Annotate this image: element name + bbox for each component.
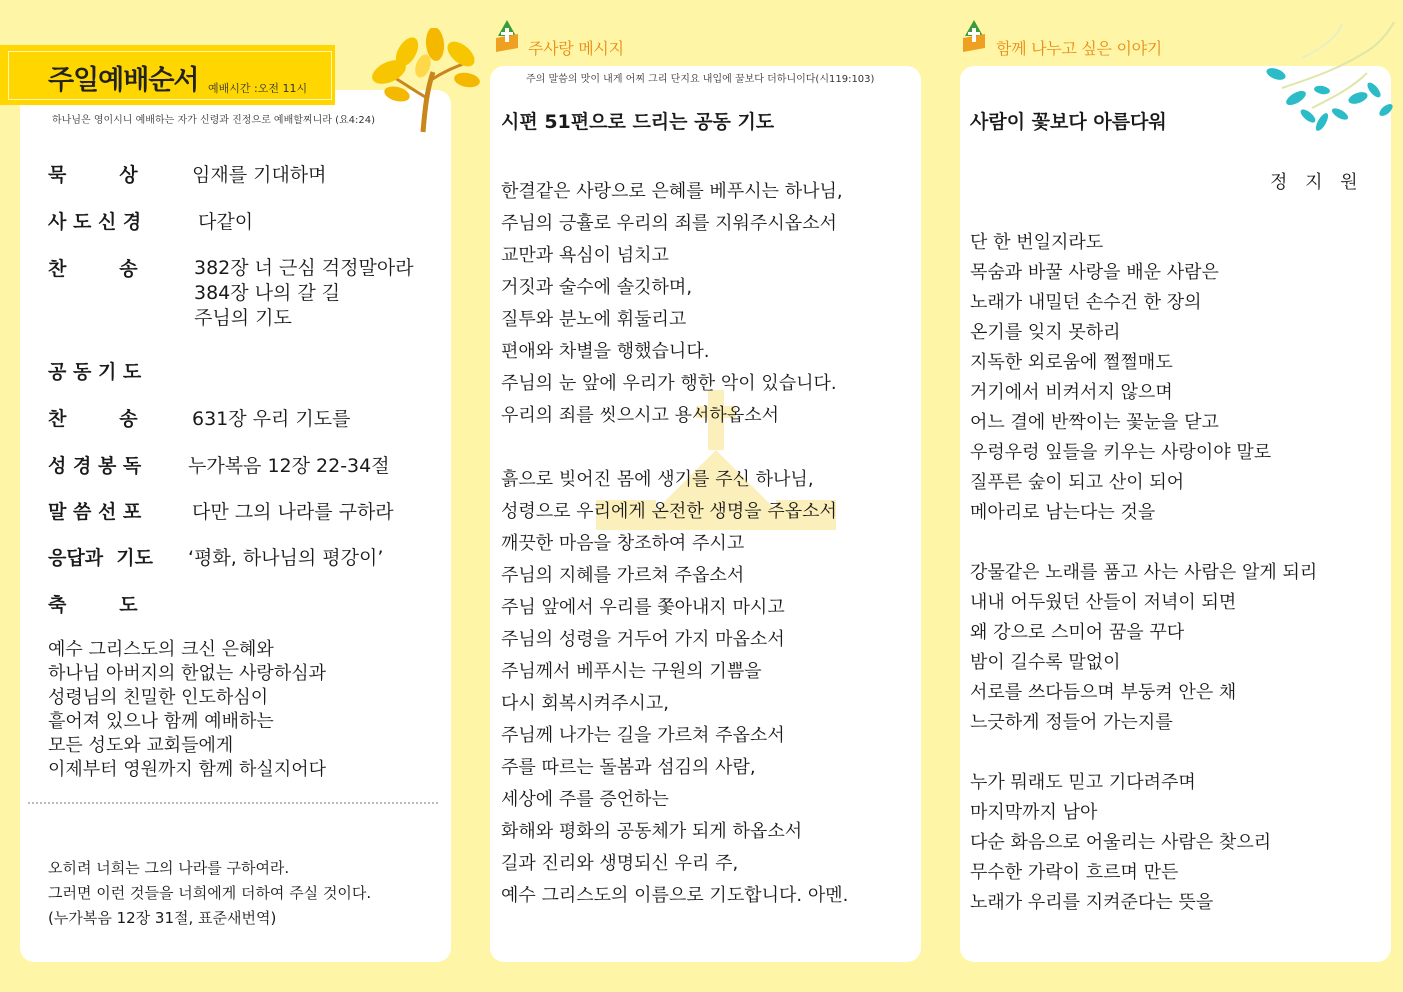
prayer-line: 한결같은 사랑으로 은혜를 베푸시는 하나님, bbox=[501, 181, 843, 202]
benediction-line: 성령님의 친밀한 인도하심이 bbox=[48, 687, 269, 708]
closing-verse bbox=[48, 856, 371, 931]
poem-line: 노래가 우리를 지켜준다는 뜻을 bbox=[970, 892, 1214, 913]
dotted-divider bbox=[28, 802, 438, 804]
prayer-line: 주님께서 베푸시는 구원의 기쁨을 bbox=[501, 661, 762, 682]
prayer-body bbox=[501, 176, 848, 912]
poem-line bbox=[970, 528, 1317, 558]
prayer-line bbox=[501, 432, 848, 464]
poem-line: 목숨과 바꿀 사랑을 배운 사람은 bbox=[970, 262, 1219, 283]
prayer-line: 주님의 성령을 거두어 가지 마옵소서 bbox=[501, 629, 785, 650]
order-value: 다같이 bbox=[192, 211, 254, 233]
order-label: 축 도 bbox=[48, 594, 138, 616]
prayer-line: 질투와 분노에 휘둘리고 bbox=[501, 309, 687, 330]
prayer-line: 화해와 평화의 공동체가 되게 하옵소서 bbox=[501, 821, 803, 842]
benediction-line: 이제부터 영원까지 함께 하실지어다 bbox=[48, 759, 326, 780]
order-value: 631장 우리 기도를 bbox=[192, 408, 351, 430]
prayer-line: 길과 진리와 생명되신 우리 주, bbox=[501, 853, 739, 874]
order-value: 다만 그의 나라를 구하라 bbox=[192, 501, 394, 523]
order-value: 주님의 기도 bbox=[194, 307, 292, 329]
prayer-line: 흙으로 빚어진 몸에 생기를 주신 하나님, bbox=[501, 469, 814, 490]
section-subtitle: 주의 말씀의 맛이 내게 어찌 그리 단지요 내입에 꿀보다 더하니이다(시119:103) bbox=[526, 74, 875, 85]
poem-line bbox=[970, 738, 1317, 768]
order-label: 묵 상 bbox=[48, 164, 138, 186]
order-label: 사 도 신 경 bbox=[48, 211, 142, 233]
benediction-line: 예수 그리스도의 크신 은혜와 bbox=[48, 639, 274, 660]
poem-line: 강물같은 노래를 품고 사는 사람은 알게 되리 bbox=[970, 562, 1318, 583]
prayer-line: 깨끗한 마음을 창조하여 주시고 bbox=[501, 533, 745, 554]
poem-line: 다순 화음으로 어울리는 사람은 찾으리 bbox=[970, 832, 1272, 853]
order-label: 찬 송 bbox=[48, 258, 138, 280]
order-value: 임재를 기대하며 bbox=[192, 164, 327, 186]
prayer-line: 다시 회복시켜주시고, bbox=[501, 693, 669, 714]
page-title: 주일예배순서 bbox=[48, 65, 199, 96]
order-value: 382장 너 근심 걱정말아라 bbox=[194, 257, 414, 279]
prayer-line: 주님께 나가는 길을 가르쳐 주옵소서 bbox=[501, 725, 785, 746]
worship-time: 예배시간 :오전 11시 bbox=[208, 82, 308, 95]
poem-line: 밤이 길수록 말없이 bbox=[970, 652, 1121, 673]
poem-line: 왜 강으로 스미어 꿈을 꾸다 bbox=[970, 622, 1185, 643]
yellow-tree-decoration bbox=[365, 28, 480, 133]
order-value: ‘평화, 하나님의 평강이’ bbox=[188, 547, 384, 569]
poem-line: 누가 뭐래도 믿고 기다려주며 bbox=[970, 772, 1196, 793]
prayer-line: 주님 앞에서 우리를 쫓아내지 마시고 bbox=[501, 597, 785, 618]
poem-line: 서로를 쓰다듬으며 부둥켜 안은 채 bbox=[970, 682, 1237, 703]
poem-line: 거기에서 비켜서지 않으며 bbox=[970, 382, 1173, 403]
poem-author: 정 지 원 bbox=[1270, 172, 1364, 193]
prayer-line: 주를 따르는 돌봄과 섬김의 사람, bbox=[501, 757, 756, 778]
header-verse: 하나님은 영이시니 예배하는 자가 신령과 진정으로 예배할찌니라 (요4:24) bbox=[52, 115, 375, 126]
poem-body bbox=[970, 228, 1317, 918]
prayer-line: 교만과 욕심이 넘치고 bbox=[501, 245, 669, 266]
prayer-line: 세상에 주를 증언하는 bbox=[501, 789, 669, 810]
poem-line: 메아리로 남는다는 것을 bbox=[970, 502, 1156, 523]
poem-line: 우렁우렁 잎들을 키우는 사랑이야 말로 bbox=[970, 442, 1272, 463]
benediction-line: 흩어져 있으나 함께 예배하는 bbox=[48, 711, 274, 732]
prayer-line: 예수 그리스도의 이름으로 기도합니다. 아멘. bbox=[501, 885, 849, 906]
poem-line: 무수한 가락이 흐르며 만든 bbox=[970, 862, 1179, 883]
section-title: 주사랑 메시지 bbox=[528, 39, 624, 58]
poem-line: 내내 어두웠던 산들이 저녁이 되면 bbox=[970, 592, 1237, 613]
poem-line: 단 한 번일지라도 bbox=[970, 232, 1104, 253]
poem-title: 사람이 꽃보다 아름다워 bbox=[970, 111, 1167, 133]
prayer-line: 주님의 눈 앞에 우리가 행한 악이 있습니다. bbox=[501, 373, 837, 394]
closing-line: 오히려 너희는 그의 나라를 구하여라. bbox=[48, 859, 290, 877]
poem-line: 지독한 외로움에 쩔쩔매도 bbox=[970, 352, 1173, 373]
benediction-line: 모든 성도와 교회들에게 bbox=[48, 735, 234, 756]
order-value: 누가복음 12장 22-34절 bbox=[188, 455, 390, 477]
prayer-line: 주님의 지혜를 가르쳐 주옵소서 bbox=[501, 565, 745, 586]
prayer-line: 우리의 죄를 씻으시고 용서하옵소서 bbox=[501, 405, 779, 426]
order-label: 말 씀 선 포 bbox=[48, 501, 142, 523]
section-title: 함께 나누고 싶은 이야기 bbox=[996, 39, 1162, 58]
prayer-line: 편애와 차별을 행했습니다. bbox=[501, 341, 710, 362]
prayer-title: 시편 51편으로 드리는 공동 기도 bbox=[501, 111, 775, 133]
benediction-line: 하나님 아버지의 한없는 사랑하심과 bbox=[48, 663, 326, 684]
teal-leaf-decoration bbox=[1262, 18, 1400, 140]
closing-line: 그러면 이런 것들을 너희에게 더하여 주실 것이다. bbox=[48, 884, 372, 902]
poem-line: 느긋하게 정들어 가는지를 bbox=[970, 712, 1173, 733]
order-label: 공 동 기 도 bbox=[48, 361, 142, 383]
order-value: 384장 나의 갈 길 bbox=[194, 282, 341, 304]
poem-line: 온기를 잊지 못하리 bbox=[970, 322, 1121, 343]
order-label: 찬 송 bbox=[48, 408, 138, 430]
cross-book-icon bbox=[961, 18, 987, 54]
order-label: 응답과 기도 bbox=[48, 547, 153, 569]
prayer-line: 주님의 긍휼로 우리의 죄를 지워주시옵소서 bbox=[501, 213, 837, 234]
benediction-text bbox=[48, 638, 326, 782]
cross-book-icon bbox=[494, 18, 520, 54]
poem-line: 노래가 내밀던 손수건 한 장의 bbox=[970, 292, 1202, 313]
prayer-line: 성령으로 우리에게 온전한 생명을 주옵소서 bbox=[501, 501, 837, 522]
poem-line: 어느 결에 반짝이는 꽃눈을 닫고 bbox=[970, 412, 1219, 433]
closing-line: (누가복음 12장 31절, 표준새번역) bbox=[48, 909, 277, 927]
order-label: 성 경 봉 독 bbox=[48, 455, 142, 477]
poem-line: 마지막까지 남아 bbox=[970, 802, 1098, 823]
prayer-line: 거짓과 술수에 솔깃하며, bbox=[501, 277, 693, 298]
poem-line: 질푸른 숲이 되고 산이 되어 bbox=[970, 472, 1185, 493]
